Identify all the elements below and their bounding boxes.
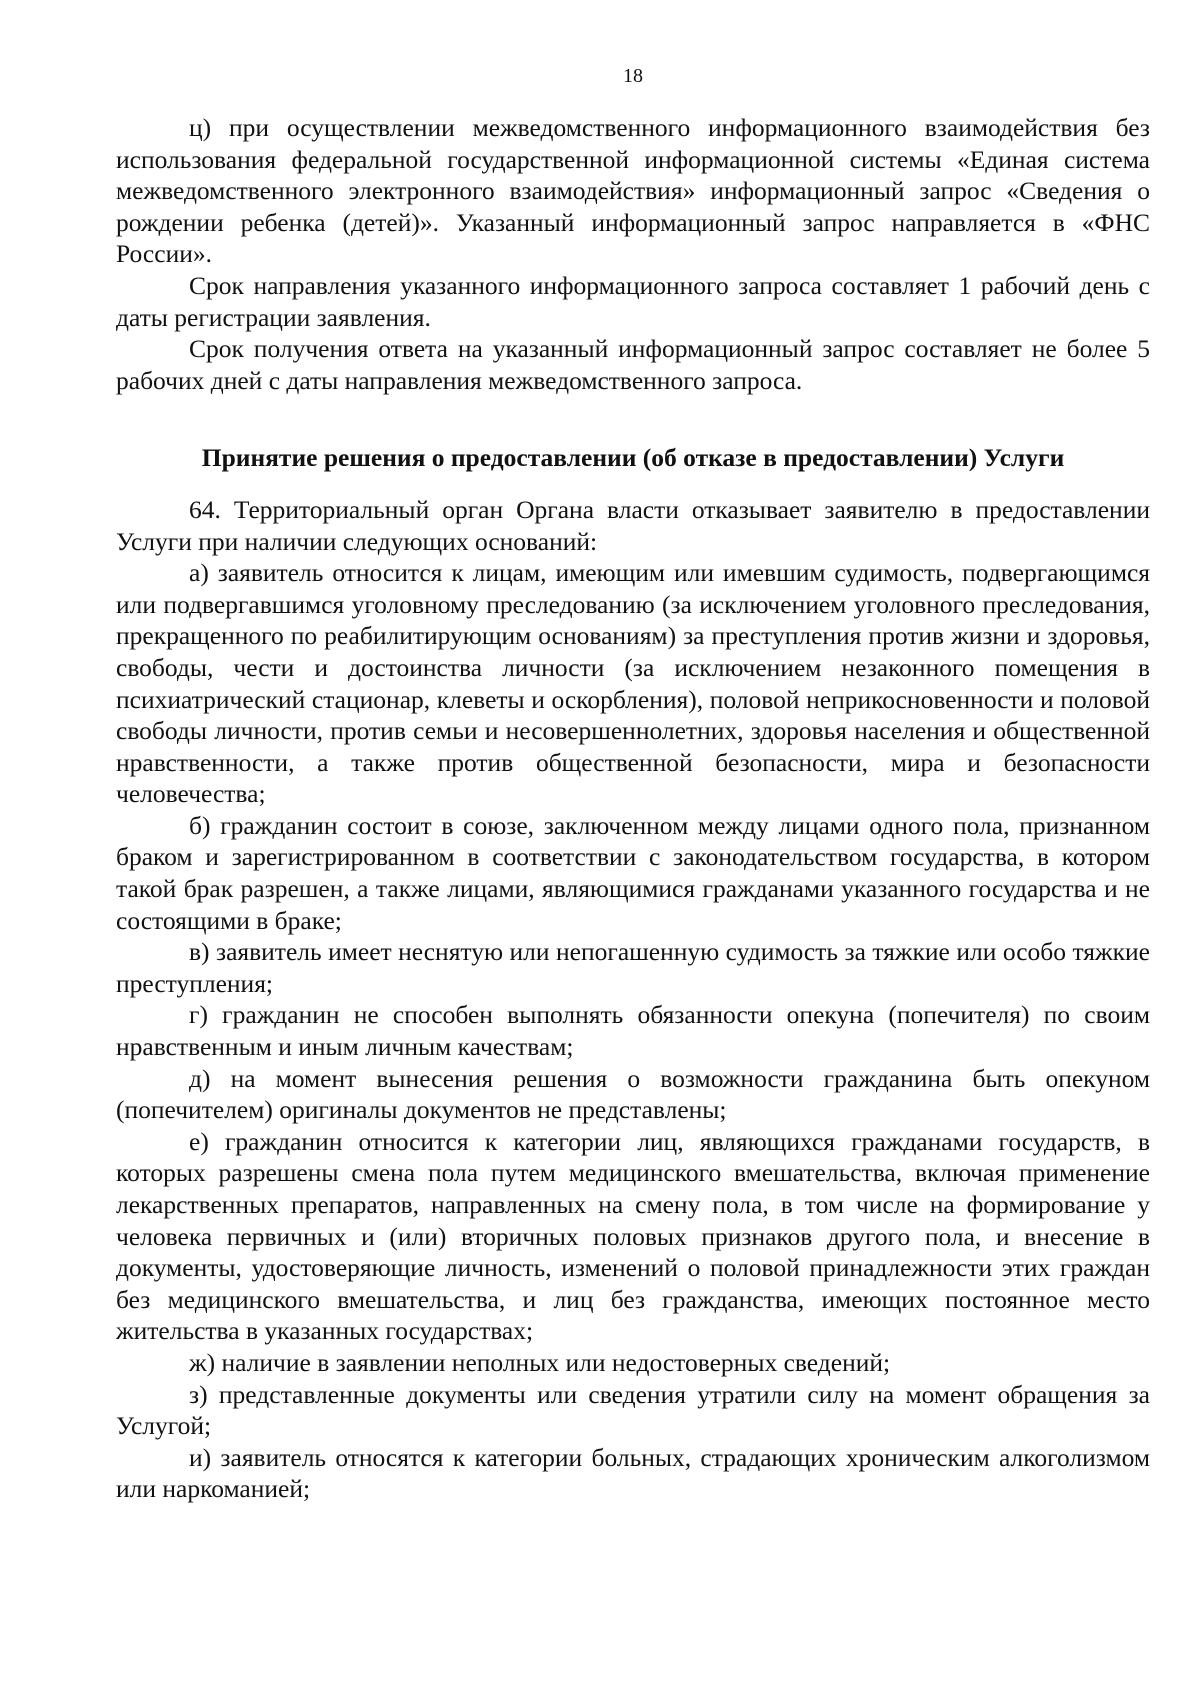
document-page	[116, 64, 1150, 1505]
list-item-v: в) заявитель имеет неснятую или непогашенную судимость за тяжкие или особо тяжкие преступления;	[116, 937, 1150, 998]
paragraph-request-deadline: Срок направления указанного информационного запроса составляет 1 рабочий день с даты регистрации заявления.	[116, 270, 1150, 332]
page-number: 18	[623, 65, 643, 87]
list-item-d: д) на момент вынесения решения о возможности гражданина быть опекуном (попечителем) оригиналы документов не представлены;	[116, 1063, 1150, 1125]
paragraph-ts-interagency-request: ц) при осуществлении межведомственного информационного взаимодействия без использования федеральной государственной информационной системы «Единая система межведомственного электронного взаимодействия» информационный запрос «Сведения о рождении ребенка (детей)». Указанный информационный запрос направляется в «ФНС России».	[116, 113, 1150, 269]
paragraph-response-deadline: Срок получения ответа на указанный информационный запрос составляет не более 5 рабочих дней с даты направления межведомственного запроса.	[116, 334, 1150, 395]
section-heading: Принятие решения о предоставлении (об отказе в предоставлении) Услуги	[201, 443, 1065, 473]
list-item-g: г) гражданин не способен выполнять обязанности опекуна (попечителя) по своим нравственным и иным личным качествам;	[116, 1000, 1150, 1062]
list-item-i: и) заявитель относятся к категории больных, страдающих хроническим алкоголизмом или наркоманией;	[116, 1442, 1150, 1504]
list-item-zh: ж) наличие в заявлении неполных или недостоверных сведений;	[189, 1347, 891, 1377]
paragraph-64-refusal-grounds: 64. Территориальный орган Органа власти отказывает заявителю в предоставлении Услуги при наличии следующих оснований:	[116, 494, 1150, 556]
list-item-e: е) гражданин относится к категории лиц, являющихся гражданами государств, в которых разрешены смена пола путем медицинского вмешательства, включая применение лекарственных препаратов, направленных на смену пола, в том числе на формирование у человека первичных и (или) вторичных половых признаков другого пола, и внесение в документы, удостоверяющие личность, изменений о половой принадлежности этих граждан без медицинского вмешательства, и лиц без гражданства, имеющих постоянное место жительства в указанных государствах;	[116, 1126, 1150, 1346]
list-item-b: б) гражданин состоит в союзе, заключенном между лицами одного пола, признанном браком и зарегистрированном в соответствии с законодательством государства, в котором такой брак разрешен, а также лицами, являющимися гражданами указанного государства и не состоящими в браке;	[116, 810, 1150, 935]
list-item-a: а) заявитель относится к лицам, имеющим или имевшим судимость, подвергающимся или подвергавшимся уголовному преследованию (за исключением уголовного преследования, прекращенного по реабилитирующим основаниям) за преступления против жизни и здоровья, свободы, чести и достоинства личности (за исключением незаконного помещения в психиатрический стационар, клеветы и оскорбления), половой неприкосновенности и половой свободы личности, против семьи и несовершеннолетних, здоровья населения и общественной нравственности, а также против общественной безопасности, мира и безопасности человечества;	[116, 558, 1150, 809]
list-item-z: з) представленные документы или сведения утратили силу на момент обращения за Услугой;	[116, 1379, 1150, 1441]
